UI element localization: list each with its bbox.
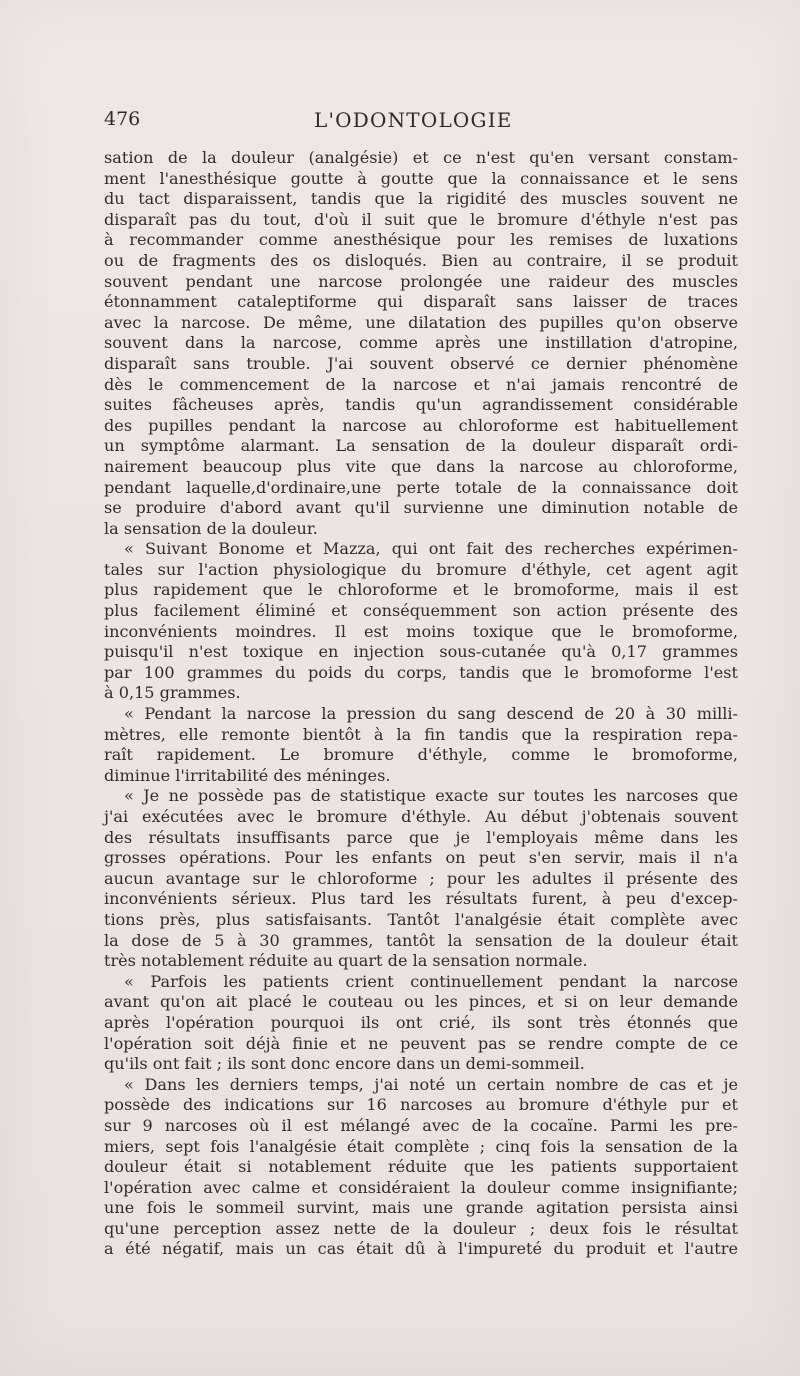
text-line: nairement beaucoup plus vite que dans la narcose au chloroforme, xyxy=(104,456,738,476)
text-line: j'ai exécutées avec le bromure d'éthyle. Au début j'obtenais souvent xyxy=(104,807,738,826)
text-line: avant qu'on ait placé le couteau ou les pinces, et si on leur demande xyxy=(104,992,738,1012)
text-line: une fois le sommeil survint, mais une grande agitation persista ainsi xyxy=(104,1198,738,1218)
text-line: l'opération avec calme et considéraient la douleur comme insignifiante; xyxy=(104,1177,738,1197)
page-header xyxy=(104,108,744,138)
paragraph-start-line: « Je ne possède pas de statistique exacte sur toutes les narcoses que xyxy=(124,786,738,806)
text-line: raît rapidement. Le bromure d'éthyle, comme le bromoforme, xyxy=(104,745,738,765)
text-line: du tact disparaissent, tandis que la rigidité des muscles souvent ne xyxy=(104,189,738,209)
text-line: plus rapidement que le chloroforme et le bromoforme, mais il est xyxy=(104,580,738,600)
text-line: possède des indications sur 16 narcoses au bromure d'éthyle pur et xyxy=(104,1095,738,1115)
text-line: mètres, elle remonte bientôt à la fin tandis que la respiration repa- xyxy=(104,724,738,744)
paragraph-start-line: « Suivant Bonome et Mazza, qui ont fait des recherches expérimen- xyxy=(124,539,738,559)
text-line: souvent pendant une narcose prolongée une raideur des muscles xyxy=(104,271,738,291)
text-line: disparaît sans trouble. J'ai souvent observé ce dernier phénomène xyxy=(104,353,738,373)
paragraph-start-line: « Pendant la narcose la pression du sang descend de 20 à 30 milli- xyxy=(124,704,738,724)
text-line: miers, sept fois l'analgésie était complète ; cinq fois la sensation de la xyxy=(104,1136,738,1156)
text-line: des pupilles pendant la narcose au chloroforme est habituellement xyxy=(104,415,738,435)
text-line: ou de fragments des os disloqués. Bien au contraire, il se produit xyxy=(104,250,738,270)
text-line: par 100 grammes du poids du corps, tandis que le bromoforme l'est xyxy=(104,662,738,682)
text-line: des résultats insuffisants parce que je l'employais même dans les xyxy=(104,827,738,847)
text-line: tales sur l'action physiologique du bromure d'éthyle, cet agent agit xyxy=(104,559,738,579)
running-title: L'ODONTOLOGIE xyxy=(314,108,513,132)
text-line: l'opération soit déjà finie et ne peuvent pas se rendre compte de ce xyxy=(104,1033,738,1053)
paragraph-start-line: « Dans les derniers temps, j'ai noté un certain nombre de cas et je xyxy=(124,1074,738,1094)
text-line: dès le commencement de la narcose et n'ai jamais rencontré de xyxy=(104,374,738,394)
paragraph-start-line: « Parfois les patients crient continuellement pendant la narcose xyxy=(124,971,738,991)
text-line: grosses opérations. Pour les enfants on peut s'en servir, mais il n'a xyxy=(104,848,738,868)
text-line: tions près, plus satisfaisants. Tantôt l'analgésie était complète avec xyxy=(104,909,738,929)
page-number: 476 xyxy=(104,108,141,130)
text-line: la sensation de la douleur. xyxy=(104,518,318,538)
text-line: à 0,15 grammes. xyxy=(104,683,241,703)
body-text xyxy=(104,148,738,1260)
text-line: diminue l'irritabilité des méninges. xyxy=(104,765,391,785)
text-line: la dose de 5 à 30 grammes, tantôt la sensation de la douleur était xyxy=(104,930,738,950)
text-line: à recommander comme anesthésique pour les remises de luxations xyxy=(104,230,738,250)
text-line: souvent dans la narcose, comme après une instillation d'atropine, xyxy=(104,333,738,353)
text-line: pendant laquelle,d'ordinaire,une perte totale de la connaissance doit xyxy=(104,477,738,497)
text-line: plus facilement éliminé et conséquemment son action présente des xyxy=(104,601,738,621)
text-line: aucun avantage sur le chloroforme ; pour les adultes il présente des xyxy=(104,868,738,888)
text-line: très notablement réduite au quart de la sensation normale. xyxy=(104,951,588,971)
text-line: sur 9 narcoses où il est mélangé avec de la cocaïne. Parmi les pre- xyxy=(104,1115,738,1135)
text-line: sation de la douleur (analgésie) et ce n'est qu'en versant constam- xyxy=(104,148,738,167)
text-line: ment l'anesthésique goutte à goutte que la connaissance et le sens xyxy=(104,168,738,188)
text-line: après l'opération pourquoi ils ont crié, ils sont très étonnés que xyxy=(104,1012,738,1032)
text-line: qu'ils ont fait ; ils sont donc encore dans un demi-sommeil. xyxy=(104,1054,585,1074)
text-line: disparaît pas du tout, d'où il suit que le bromure d'éthyle n'est pas xyxy=(104,209,738,229)
text-line: a été négatif, mais un cas était dû à l'impureté du produit et l'autre xyxy=(104,1239,738,1259)
text-line: avec la narcose. De même, une dilatation des pupilles qu'on observe xyxy=(104,312,738,332)
text-line: un symptôme alarmant. La sensation de la douleur disparaît ordi- xyxy=(104,436,738,456)
text-line: puisqu'il n'est toxique en injection sous-cutanée qu'à 0,17 grammes xyxy=(104,642,738,662)
text-line: étonnamment cataleptiforme qui disparaît sans laisser de traces xyxy=(104,292,738,312)
text-line: inconvénients moindres. Il est moins toxique que le bromoforme, xyxy=(104,621,738,641)
text-line: se produire d'abord avant qu'il survienne une diminution notable de xyxy=(104,498,738,518)
text-line: inconvénients sérieux. Plus tard les résultats furent, à peu d'excep- xyxy=(104,889,738,909)
text-line: suites fâcheuses après, tandis qu'un agrandissement considérable xyxy=(104,395,738,415)
text-line: douleur était si notablement réduite que les patients supportaient xyxy=(104,1157,738,1177)
text-line: qu'une perception assez nette de la douleur ; deux fois le résultat xyxy=(104,1218,738,1238)
